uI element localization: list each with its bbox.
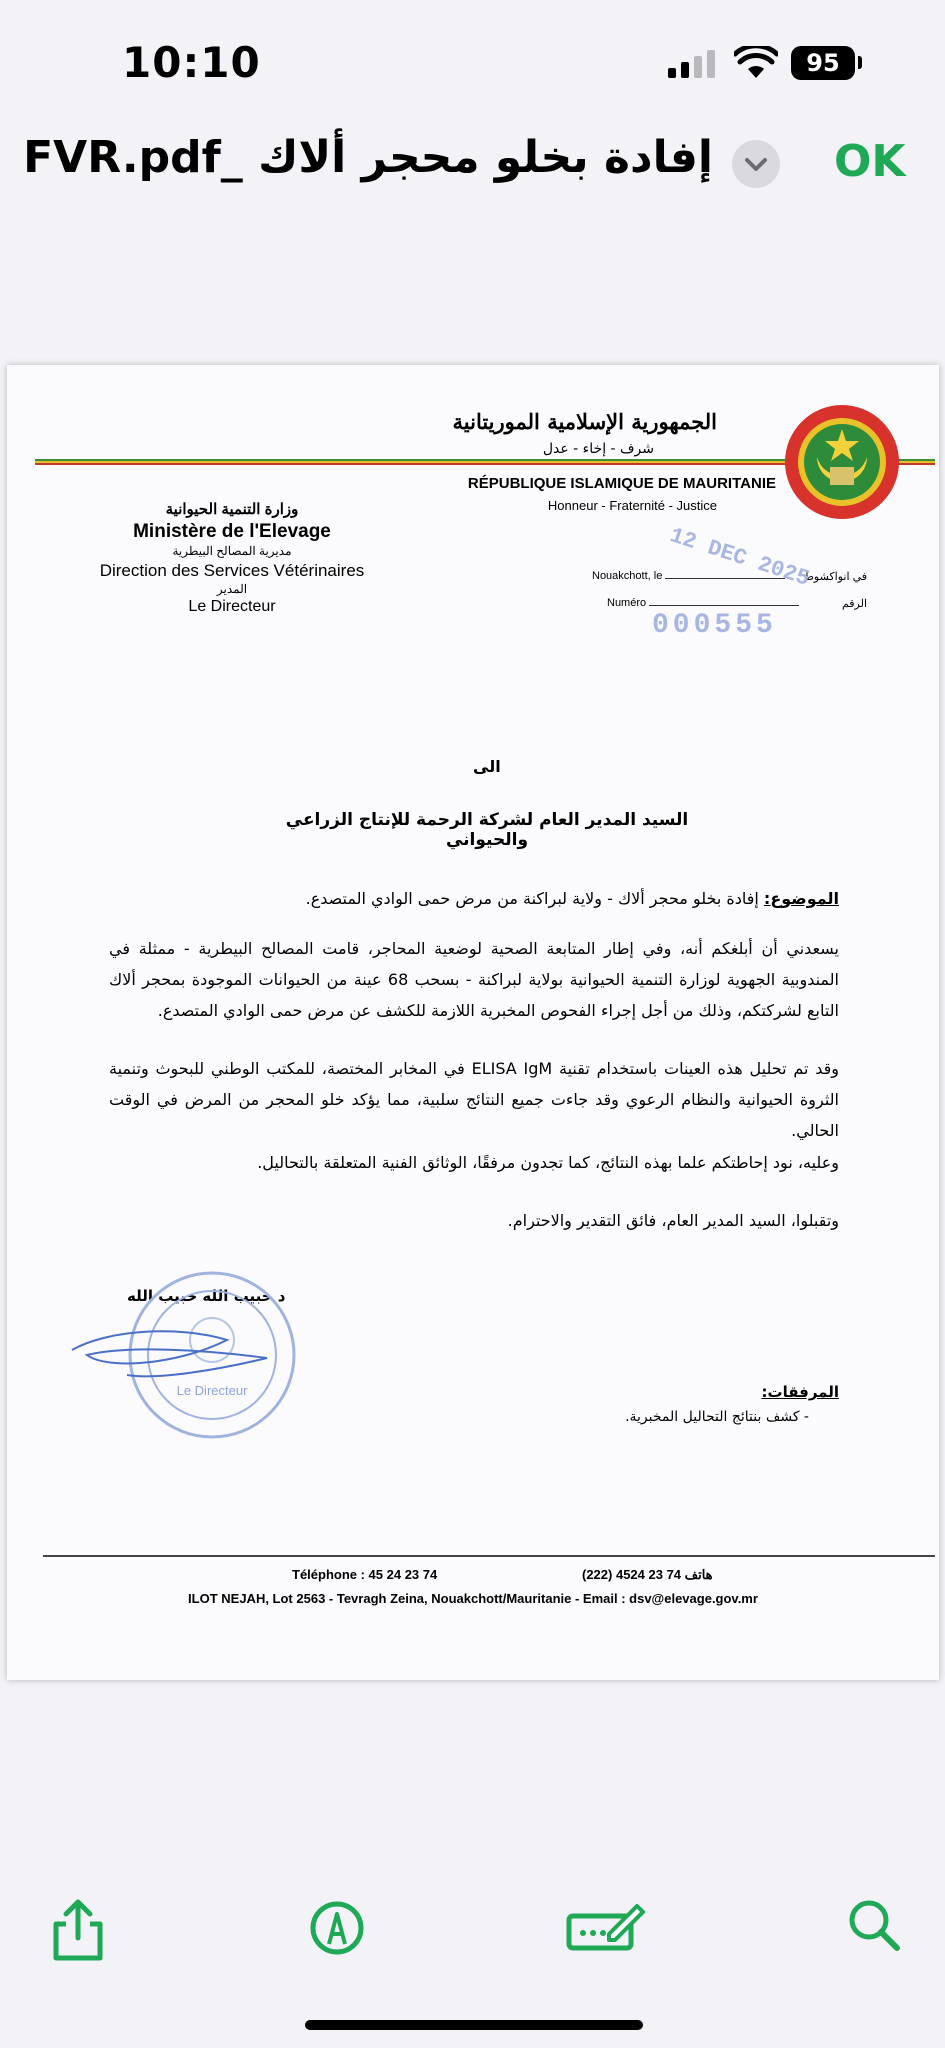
battery-cap [858,56,862,69]
share-icon[interactable] [48,1898,108,1962]
footer-telephone: Téléphone : 45 24 23 74 [292,1567,438,1582]
wifi-icon [734,46,778,80]
number-label-fr: Numéro [607,597,647,609]
number-row [607,597,867,610]
official-seal-icon [67,1270,337,1460]
footer-fax: (222) 4524 23 74 هاتف [582,1567,713,1582]
number-stamp: 000555 [652,610,777,641]
attachments-title: المرفقات: [761,1383,839,1401]
direction-ar: مديرية المصالح البيطرية [172,544,292,559]
chevron-down-icon [732,140,780,188]
paragraph-2: وقد تم تحليل هذه العينات باستخدام تقنية ELISA IgM في المخابر المختصة، للمكتب الوطني للبحوث وتنمية الثروة الحيوانية والنظام الرعوي وقد جاءت جميع النتائج سلبية، مما يؤكد خلو المحجر من المرض في الوقت الحالي. [109,1059,839,1141]
paragraph-3: وعليه، نود إحاطتكم علما بهذه النتائج، كما تجدون مرفقًا، الوثائق الفنية المتعلقة بالتحاليل. [257,1153,839,1172]
paragraph-1: يسعدني أن أبلغكم أنه، وفي إطار المتابعة الصحية لوضعية المحاجر، قامت المصالح البيطرية - ممثلة في المندوبية الجهوية لوزارة التنمية الحيوانية بولاية لبراكنة - بسحب 68 عينة من الحيوانات الموجودة بمحجر ألاك التابع لشركتكم، وذلك من أجل إجراء الفحوص المخبرية اللازمة للكشف عن مرض حمى الوادي المتصدع. [109,939,839,1021]
date-stamp: 12 DEC 2025 [666,523,813,592]
director-ar: المدير [216,581,248,596]
addressee: السيد المدير العام لشركة الرحمة للإنتاج الزراعي والحيواني [285,810,689,850]
battery-indicator: 95 [791,46,855,80]
search-icon[interactable] [845,1896,901,1952]
status-time: 10:10 [122,38,261,87]
markup-icon[interactable] [309,1900,365,1956]
place-label-ar: في انواكشوط [803,571,867,583]
motto-ar: شرف - إخاء - عدل [542,441,654,457]
pdf-page[interactable] [7,365,939,1680]
signatory-name: د حبيب الله حبيب الله [127,1287,286,1305]
national-emblem-icon [783,403,901,521]
document-title[interactable]: FVR.pdf_ إفادة بخلو محجر ألاك [23,132,713,183]
to-label: الى [473,757,501,776]
seal-text: Le Directeur [176,1383,248,1398]
number-label-ar: الرقم [841,598,867,610]
signature-icon[interactable] [565,1898,645,1952]
ministry-block [77,500,387,618]
ministry-fr: Ministère de l'Elevage [133,520,331,542]
place-label-fr: Nouakchott, le [592,570,663,582]
country-name-ar: الجمهورية الإسلامية الموريتانية [452,409,717,434]
subject-label: الموضوع: [763,889,839,908]
attachment-item: - كشف بنتائج التحاليل المخبرية. [625,1409,809,1425]
number-line [649,605,799,606]
place-date-row [592,570,867,583]
direction-fr: Direction des Services Vétérinaires [99,560,365,580]
cellular-signal-icon [668,50,715,78]
footer-address: ILOT NEJAH, Lot 2563 - Tevragh Zeina, Nouakchott/Mauritanie - Email : dsv@elevage.gov.mr [188,1591,758,1606]
subject-line [109,883,839,914]
motto-fr: Honneur - Fraternité - Justice [547,498,717,513]
country-name-fr: RÉPUBLIQUE ISLAMIQUE DE MAURITANIE [467,475,776,492]
title-menu-button[interactable] [732,140,780,188]
director-fr: Le Directeur [188,598,276,616]
ministry-ar: وزارة التنمية الحيوانية [165,501,299,518]
ok-button[interactable]: OK [834,136,906,187]
home-indicator[interactable] [305,2020,643,2030]
footer-divider [43,1555,935,1557]
subject-text: إفادة بخلو محجر ألاك - ولاية لبراكنة من مرض حمى الوادي المتصدع. [305,889,764,908]
closing-line: وتقبلوا، السيد المدير العام، فائق التقدير والاحترام. [507,1211,839,1230]
